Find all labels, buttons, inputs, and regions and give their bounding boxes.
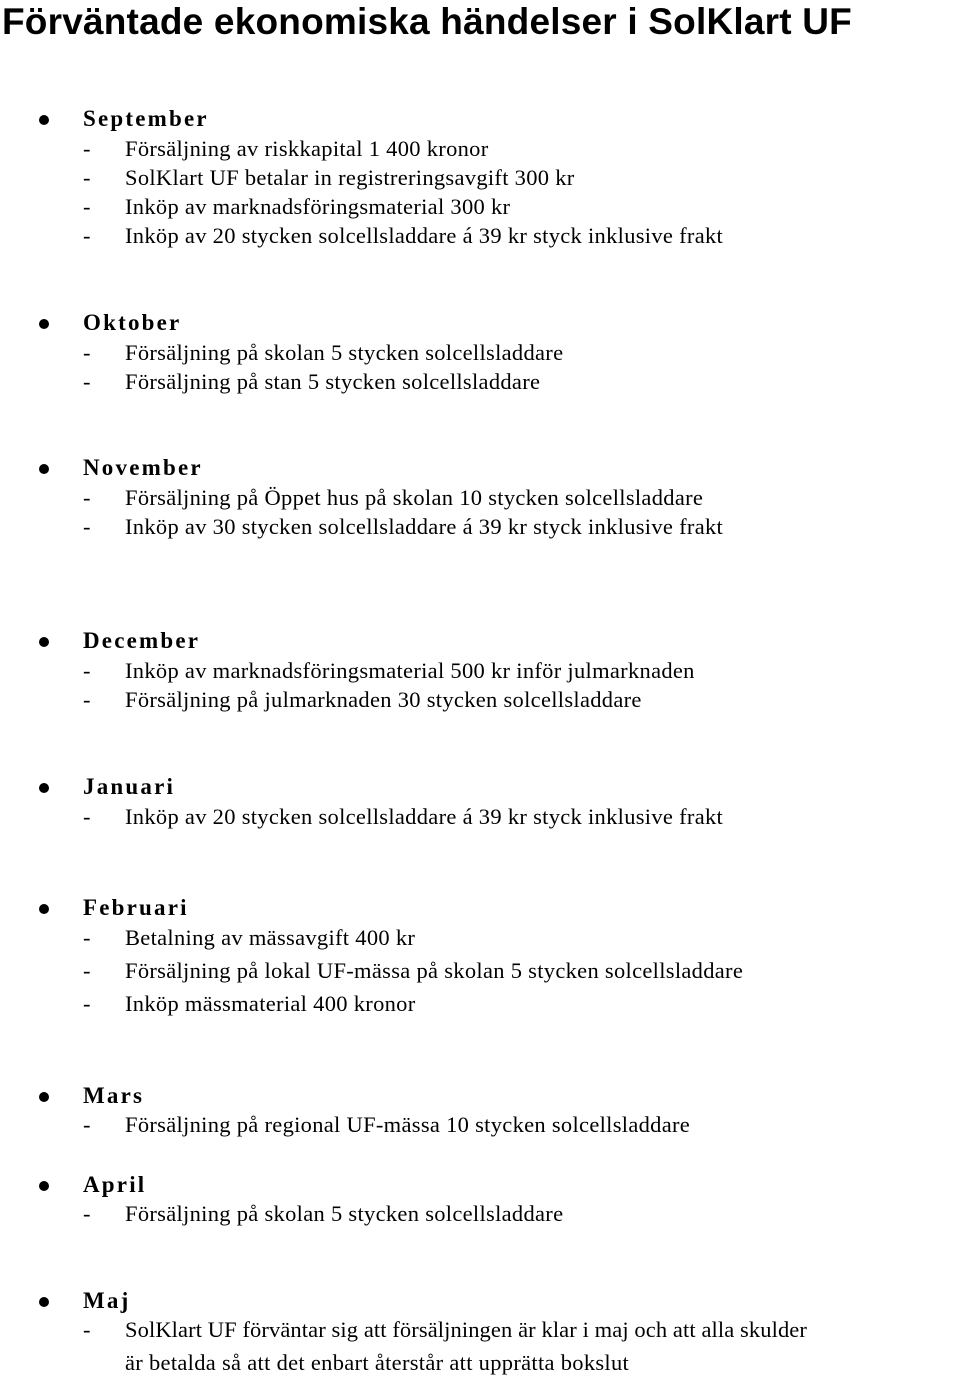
dash-marker: - [83, 223, 91, 248]
item-text: Inköp av marknadsföringsmaterial 500 kr inför julmarknaden [125, 658, 695, 683]
item-text: Inköp av 20 stycken solcellsladdare á 39 kr styck inklusive frakt [125, 223, 724, 248]
list-item [83, 687, 642, 713]
item-text: Försäljning av riskkapital 1 400 kronor [125, 136, 489, 161]
list-item [83, 991, 416, 1017]
dash-marker: - [83, 991, 91, 1016]
bullet-icon [39, 783, 49, 793]
list-item [83, 194, 510, 220]
bullet-icon [39, 1092, 49, 1102]
dash-marker: - [83, 804, 91, 829]
list-item [83, 1317, 807, 1343]
bullet-icon [39, 319, 49, 329]
item-text: Försäljning på julmarknaden 30 stycken solcellsladdare [125, 687, 642, 712]
dash-marker: - [83, 340, 91, 365]
list-item [83, 925, 415, 951]
month-heading-oktober: Oktober [83, 310, 182, 335]
list-item [83, 1201, 563, 1227]
dash-marker: - [83, 958, 91, 983]
month-heading-september: September [83, 106, 209, 131]
month-heading-december: December [83, 628, 201, 653]
month-heading-februari: Februari [83, 895, 189, 920]
dash-marker: - [83, 485, 91, 510]
list-item-continuation: är betalda så att det enbart återstår att upprätta bokslut [125, 1350, 630, 1375]
dash-marker: - [83, 1112, 91, 1137]
dash-marker: - [83, 687, 91, 712]
item-text: SolKlart UF betalar in registreringsavgift 300 kr [125, 165, 575, 190]
item-text: Försäljning på Öppet hus på skolan 10 stycken solcellsladdare [125, 485, 704, 510]
dash-marker: - [83, 1317, 91, 1342]
list-item [83, 136, 489, 162]
month-heading-mars: Mars [83, 1083, 145, 1108]
list-item [83, 369, 540, 395]
dash-marker: - [83, 658, 91, 683]
bullet-icon [39, 115, 49, 125]
list-item [83, 223, 723, 249]
month-heading-maj: Maj [83, 1288, 131, 1313]
item-text: Försäljning på skolan 5 stycken solcellsladdare [125, 340, 564, 365]
dash-marker: - [83, 194, 91, 219]
dash-marker: - [83, 369, 91, 394]
item-text: Inköp av 20 stycken solcellsladdare á 39 kr styck inklusive frakt [125, 804, 724, 829]
dash-marker: - [83, 1201, 91, 1226]
item-text: Försäljning på skolan 5 stycken solcellsladdare [125, 1201, 564, 1226]
month-heading-januari: Januari [83, 774, 176, 799]
dash-marker: - [83, 514, 91, 539]
item-text: Betalning av mässavgift 400 kr [125, 925, 416, 950]
item-text: Försäljning på regional UF-mässa 10 stycken solcellsladdare [125, 1112, 691, 1137]
list-item [83, 485, 703, 511]
month-heading-april: April [83, 1172, 147, 1197]
bullet-icon [39, 904, 49, 914]
list-item [83, 165, 575, 191]
list-item [83, 658, 695, 684]
month-heading-november: November [83, 455, 203, 480]
bullet-icon [39, 1181, 49, 1191]
list-item [83, 958, 743, 984]
list-item [83, 1112, 690, 1138]
dash-marker: - [83, 136, 91, 161]
item-text: Inköp av marknadsföringsmaterial 300 kr [125, 194, 511, 219]
list-item [83, 340, 563, 366]
page-title: Förväntade ekonomiska händelser i SolKlart UF [2, 1, 852, 42]
dash-marker: - [83, 925, 91, 950]
item-text: Inköp av 30 stycken solcellsladdare á 39 kr styck inklusive frakt [125, 514, 724, 539]
dash-marker: - [83, 165, 91, 190]
list-item [83, 514, 723, 540]
bullet-icon [39, 464, 49, 474]
item-text: SolKlart UF förväntar sig att försäljningen är klar i maj och att alla skulder [125, 1317, 807, 1342]
list-item [83, 804, 723, 830]
item-text: Försäljning på stan 5 stycken solcellsladdare [125, 369, 541, 394]
bullet-icon [39, 637, 49, 647]
bullet-icon [39, 1297, 49, 1307]
item-text: Inköp mässmaterial 400 kronor [125, 991, 416, 1016]
item-text: Försäljning på lokal UF-mässa på skolan 5 stycken solcellsladdare [125, 958, 744, 983]
